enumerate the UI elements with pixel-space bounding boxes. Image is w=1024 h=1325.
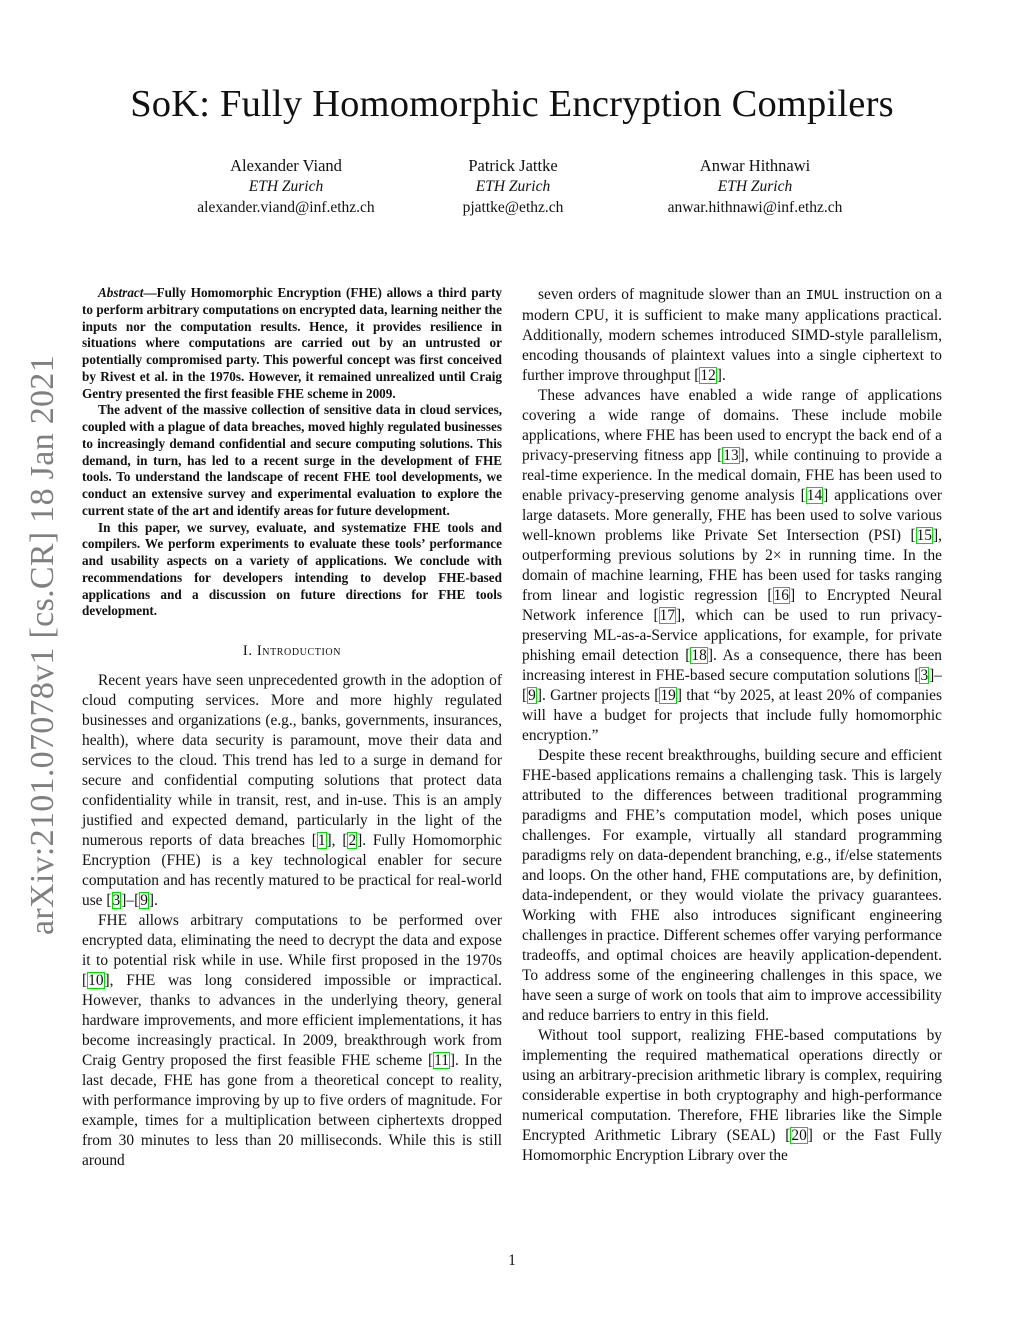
text-run: The advent of the massive collection of sensitive data in cloud services, coupled with a plague of data breaches, moved highly regulated businesses to increasingly demand confidential and secure computing solutions. This demand, in turn, has led to a recent surge in the development of FHE tools. To understand the landscape of recent FHE tool developments, we conduct an extensive survey and experimental evaluation to explore the current state of the art and identify areas for future development. bbox=[82, 402, 502, 518]
text-run: . Fully Homomorphic Encryption (FHE) is a key technological enabler for secure computation and has recently matured to be practical for real-world use bbox=[82, 832, 502, 909]
citation-link[interactable]: 15 bbox=[916, 527, 932, 544]
section-title: Introduction bbox=[256, 643, 342, 659]
text-run: . bbox=[721, 367, 726, 384]
text-run: – bbox=[126, 892, 135, 909]
author-email: pjattke@ethz.ch bbox=[462, 199, 564, 216]
citation-link[interactable]: 3 bbox=[920, 667, 929, 684]
text-run: , bbox=[331, 832, 343, 849]
citation-link[interactable]: 3 bbox=[112, 892, 121, 909]
body-text bbox=[82, 671, 502, 1171]
citation-link[interactable]: 16 bbox=[773, 587, 789, 604]
text-run: Despite these recent breakthroughs, building secure and efficient FHE-based applications remains a challenging task. This is largely attributed to the differences between traditional programming paradigms and FHE’s computation model, which poses unique challenges. For example, virtually all standard programming paradigms rely on data-dependent branching, e.g., if/else statements and loops. On the other hand, FHE computations are, by definition, data-independent, or they would violate the privacy guarantees. Working with FHE also introduces significant engineering challenges in practice. Different schemes offer varying performance tradeoffs, and optimal choices are heavily application-dependent. To address some of the engineering challenges in this space, we have seen a surge of work on tools that aim to improve accessibility and reduce barriers to entry in this field. bbox=[522, 747, 942, 1024]
author-affiliation: ETH Zurich bbox=[717, 178, 793, 195]
code-text: IMUL bbox=[805, 288, 840, 304]
text-run: , while continuing to provide a real-time experience. In the medical domain, FHE has been used to enable privacy-preserving genome analysis bbox=[522, 447, 942, 504]
text-run: , which can be used to run privacy-preserving ML-as-a-Service applications, for example, for private phishing email detection bbox=[522, 607, 942, 664]
author-name: Alexander Viand bbox=[230, 156, 342, 175]
paragraph bbox=[522, 746, 942, 1026]
text-run: —Fully Homomorphic Encryption (FHE) allows a third party to perform arbitrary computations on encrypted data, learning neither the inputs nor the computation results. Hence, it provides resilience in situations where computations are carried out by an untrusted or potentially compromised party. This powerful concept was first conceived by Rivest et al. in the 1970s. However, it remained unrealized until Craig Gentry presented the first feasible FHE scheme in 2009. bbox=[82, 285, 502, 401]
author-block bbox=[625, 155, 885, 218]
citation-link[interactable]: 2 bbox=[348, 832, 357, 849]
body-text bbox=[522, 285, 942, 1166]
text-run: seven orders of magnitude slower than an bbox=[538, 286, 806, 303]
text-run: , outperforming previous solutions by 2× in running time. In the domain of machine learning, FHE has been used for tasks ranging from linear and logistic regression bbox=[522, 527, 942, 604]
text-run: These advances have enabled a wide range of applications covering a wide range of domains. These include mobile applications, where FHE has been used to encrypt the back end of a privacy-preserving fitness app bbox=[522, 387, 942, 464]
abstract-label: Abstract bbox=[98, 285, 144, 300]
citation-link[interactable]: 17 bbox=[659, 607, 676, 624]
author-email: anwar.hithnawi@inf.ethz.ch bbox=[667, 199, 843, 216]
paragraph bbox=[82, 402, 502, 519]
citation-link[interactable]: 12 bbox=[700, 367, 716, 384]
citation-link[interactable]: 10 bbox=[88, 972, 104, 989]
right-column bbox=[522, 285, 942, 1166]
paragraph: seven orders of magnitude slower than an IMUL instruction on a modern CPU, it is sufficient to make many applications practical. Additionally, modern schemes introduced SIMD-style parallelism, encoding thousands of plaintext values into a single ciphertext to further improve throughput [12]. bbox=[522, 286, 942, 384]
citation-link[interactable]: 1 bbox=[317, 832, 326, 849]
text-run: , FHE was long considered impossible or impractical. However, thanks to advances in the underlying theory, general hardware improvements, and more efficient implementations, it has become increasingly practical. In 2009, breakthrough work from Craig Gentry proposed the first feasible FHE scheme bbox=[82, 972, 502, 1069]
citation-link[interactable]: 9 bbox=[140, 892, 148, 909]
abstract bbox=[82, 285, 502, 620]
citation-link[interactable]: 9 bbox=[528, 687, 536, 704]
text-run: . Gartner projects bbox=[541, 687, 655, 704]
text-run: to Encrypted Neural Network inference bbox=[522, 587, 942, 624]
paragraph: Without tool support, realizing FHE-based computations by implementing the required mathematical operations directly or using an arbitrary-precision arithmetic library is complex, requiring considerable expertise in both cryptography and high-performance numerical computation. Therefore, FHE libraries like the Simple Encrypted Arithmetic Library (SEAL) [20] or the Fast Fully Homomorphic Encryption Library over the bbox=[522, 1027, 942, 1164]
paragraph: Recent years have seen unprecedented growth in the adoption of cloud computing services. More and more highly regulated businesses and organizations (e.g., banks, governments, insurances, health), where data security is paramount, move their data and services to the cloud. This trend has led to a surge in demand for secure and confidential computing solutions that protect data confidentiality while in transit, rest, and in-use. This is an amply justified and expected demand, particularly in the light of the numerous reports of data breaches [1], [2]. Fully Homomorphic Encryption (FHE) is a key technological enabler for secure computation and has recently matured to be practical for real-world use [3]–[9]. bbox=[82, 672, 502, 909]
author-block bbox=[156, 155, 416, 218]
section-number: I. bbox=[242, 643, 253, 659]
text-run: . bbox=[154, 892, 158, 909]
arxiv-identifier: arXiv:2101.07078v1 [cs.CR] 18 Jan 2021 bbox=[24, 355, 61, 935]
author-affiliation: ETH Zurich bbox=[475, 178, 551, 195]
citation-link[interactable]: 11 bbox=[434, 1052, 449, 1069]
paragraph bbox=[82, 285, 502, 402]
paper-title: SoK: Fully Homomorphic Encryption Compilers bbox=[130, 83, 894, 125]
paragraph: FHE allows arbitrary computations to be performed over encrypted data, eliminating the need to decrypt the data and expose it to potential risk while in use. While first proposed in the 1970s [10], FHE was long considered impossible or impractical. However, thanks to advances in the underlying theory, general hardware improvements, and more efficient implementations, it has become increasingly practical. In 2009, breakthrough work from Craig Gentry proposed the first feasible FHE scheme [11]. In the last decade, FHE has gone from a theoretical concept to reality, with performance improving by up to five orders of magnitude. For example, times for a multiplication between ciphertexts dropped from 30 minutes to less than 20 milliseconds. While this is still around bbox=[82, 912, 502, 1169]
text-run: . In the last decade, FHE has gone from a theoretical concept to reality, with performance improving by up to five orders of magnitude. For example, times for a multiplication between ciphertexts dropped from 30 minutes to less than 20 milliseconds. While this is still around bbox=[82, 1052, 502, 1169]
author-name: Anwar Hithnawi bbox=[699, 156, 811, 175]
author-name: Patrick Jattke bbox=[468, 156, 558, 175]
citation-link[interactable]: 20 bbox=[791, 1127, 807, 1144]
section-heading bbox=[82, 643, 502, 660]
text-run: instruction on a modern CPU, it is sufficient to make many applications practical. Additionally, modern schemes introduced SIMD-style parallelism, encoding thousands of plaintext values into a single ciphertext to further improve throughput bbox=[522, 286, 942, 384]
author-email: alexander.viand@inf.ethz.ch bbox=[197, 199, 375, 216]
text-run: . As a consequence, there has been increasing interest in FHE-based secure computation solutions bbox=[522, 647, 942, 684]
text-run: In this paper, we survey, evaluate, and systematize FHE tools and compilers. We perform experiments to evaluate these tools’ performance and usability aspects on a variety of applications. We conclude with recommendations for developers intending to develop FHE-based applications and a discussion on future directions for FHE tools development. bbox=[82, 519, 502, 619]
text-run: – bbox=[934, 667, 942, 684]
text-run: or the Fast Fully Homomorphic Encryption Library over the bbox=[522, 1127, 942, 1164]
text-run: Without tool support, realizing FHE-based computations by implementing the required mathematical operations directly or using an arbitrary-precision arithmetic library is complex, requiring considerable expertise in both cryptography and high-performance numerical computation. Therefore, FHE libraries like the Simple Encrypted Arithmetic Library (SEAL) bbox=[522, 1027, 942, 1144]
citation-link[interactable]: 13 bbox=[723, 447, 739, 464]
citation-link[interactable]: 14 bbox=[806, 487, 823, 504]
paragraph: These advances have enabled a wide range of applications covering a wide range of domains. These include mobile applications, where FHE has been used to encrypt the back end of a privacy-preserving fitness app [13], while continuing to provide a real-time experience. In the medical domain, FHE has been used to enable privacy-preserving genome analysis [14] applications over large datasets. More generally, FHE has been used to solve various well-known problems like Private Set Intersection (PSI) [15], outperforming previous solutions by 2× in running time. In the domain of machine learning, FHE has been used for tasks ranging from linear and logistic regression [16] to Encrypted Neural Network inference [17], which can be used to run privacy-preserving ML-as-a-Service applications, for example, for private phishing email detection [18]. As a consequence, there has been increasing interest in FHE-based secure computation solutions [3]–[9]. Gartner projects [19] that “by 2025, at least 20% of companies will have a budget for projects that include fully homomorphic encryption.” bbox=[522, 387, 943, 744]
page-number: 1 bbox=[508, 1252, 516, 1269]
text-run: FHE allows arbitrary computations to be performed over encrypted data, eliminating the need to decrypt the data and expose it to potential risk while in use. While first proposed in the 1970s bbox=[82, 912, 502, 969]
text-run: applications over large datasets. More generally, FHE has been used to solve various well-known problems like Private Set Intersection (PSI) bbox=[522, 487, 942, 544]
author-block bbox=[383, 155, 643, 218]
paragraph bbox=[82, 520, 502, 621]
citation-link[interactable]: 19 bbox=[660, 687, 676, 704]
citation-link[interactable]: 18 bbox=[691, 647, 707, 664]
left-column bbox=[82, 285, 502, 1171]
author-affiliation: ETH Zurich bbox=[248, 178, 324, 195]
text-run: that “by 2025, at least 20% of companies will have a budget for projects that include fully homomorphic encryption.” bbox=[522, 687, 943, 744]
text-run: Recent years have seen unprecedented growth in the adoption of cloud computing services. More and more highly regulated businesses and organizations (e.g., banks, governments, insurances, health), where data security is paramount, move their data and services to the cloud. This trend has led to a surge in demand for secure and confidential computing solutions that protect data confidentiality while in transit, rest, and in-use. This is an amply justified and expected demand, particularly in the light of the numerous reports of data breaches bbox=[82, 672, 502, 849]
